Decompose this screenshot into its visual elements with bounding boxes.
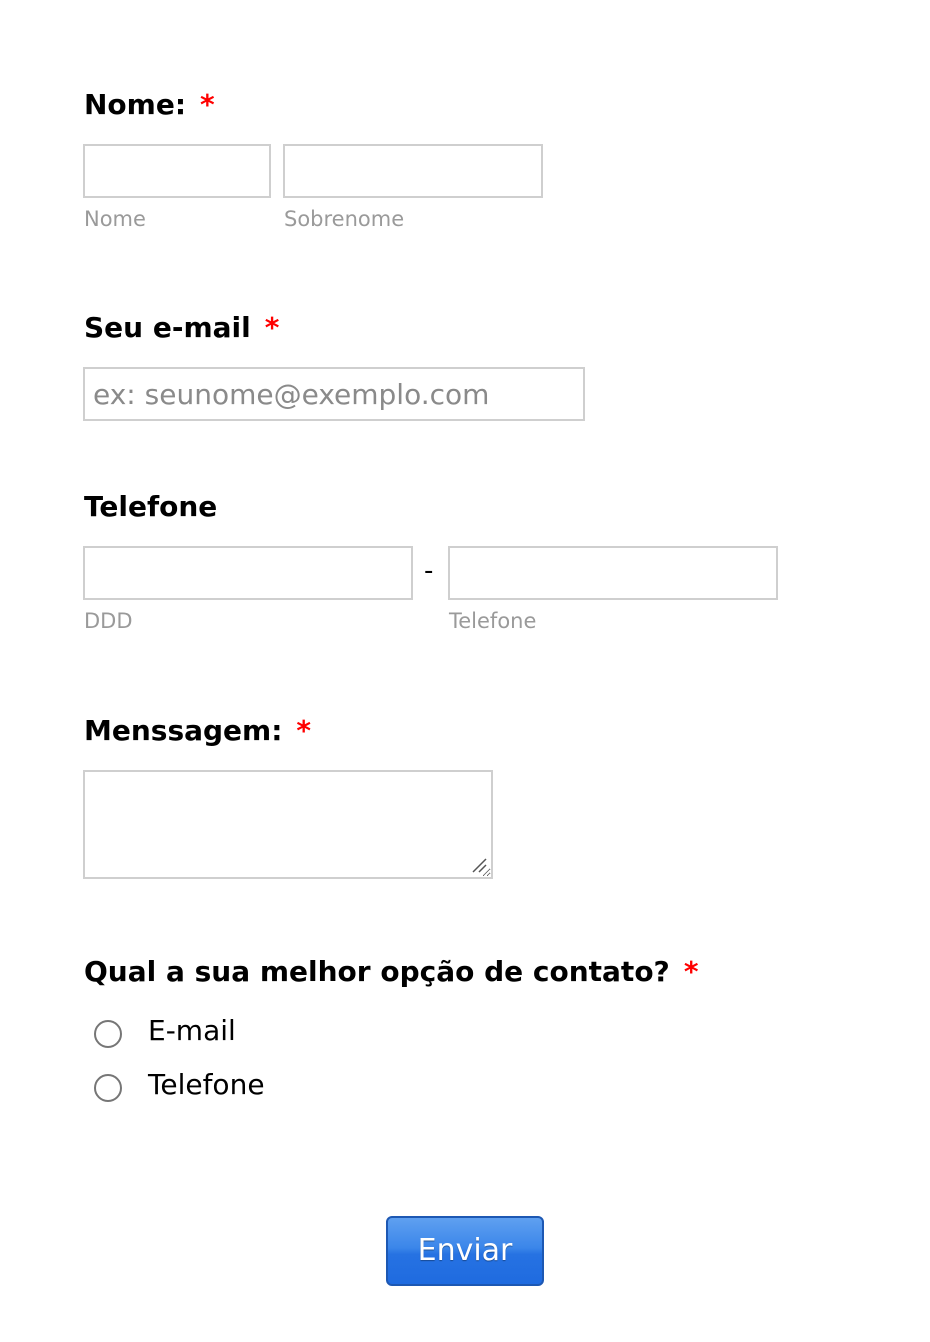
message-label-text: Menssagem:	[84, 714, 283, 747]
message-label	[84, 714, 311, 748]
last-name-sublabel: Sobrenome	[284, 207, 405, 231]
phone-area-code-input[interactable]	[83, 546, 413, 600]
contact-preference-label	[84, 955, 698, 989]
message-required-mark: *	[296, 714, 312, 747]
phone-area-code-sublabel: DDD	[84, 609, 133, 633]
name-required-mark: *	[200, 88, 215, 121]
name-label-text: Nome:	[84, 88, 187, 121]
contact-option-phone-label[interactable]: Telefone	[148, 1068, 265, 1101]
contact-option-email-label[interactable]: E-mail	[148, 1014, 236, 1047]
phone-label: Telefone	[84, 490, 218, 523]
first-name-sublabel: Nome	[84, 207, 146, 231]
resize-grip-icon[interactable]	[470, 856, 488, 874]
phone-radio-button[interactable]	[94, 1074, 122, 1102]
name-label	[84, 88, 215, 122]
submit-button[interactable]: Enviar	[386, 1216, 544, 1286]
first-name-input[interactable]	[83, 144, 271, 198]
contact-preference-label-text: Qual a sua melhor opção de contato?	[84, 955, 670, 988]
phone-number-input[interactable]	[448, 546, 778, 600]
contact-preference-required-mark: *	[683, 955, 699, 988]
email-label	[84, 311, 279, 345]
last-name-input[interactable]	[283, 144, 543, 198]
message-textarea[interactable]	[83, 770, 493, 879]
phone-separator: -	[424, 556, 434, 586]
email-label-text: Seu e-mail	[84, 311, 251, 344]
email-required-mark: *	[264, 311, 280, 344]
phone-number-sublabel: Telefone	[449, 609, 537, 633]
email-input[interactable]	[83, 367, 585, 421]
email-radio-button[interactable]	[94, 1020, 122, 1048]
